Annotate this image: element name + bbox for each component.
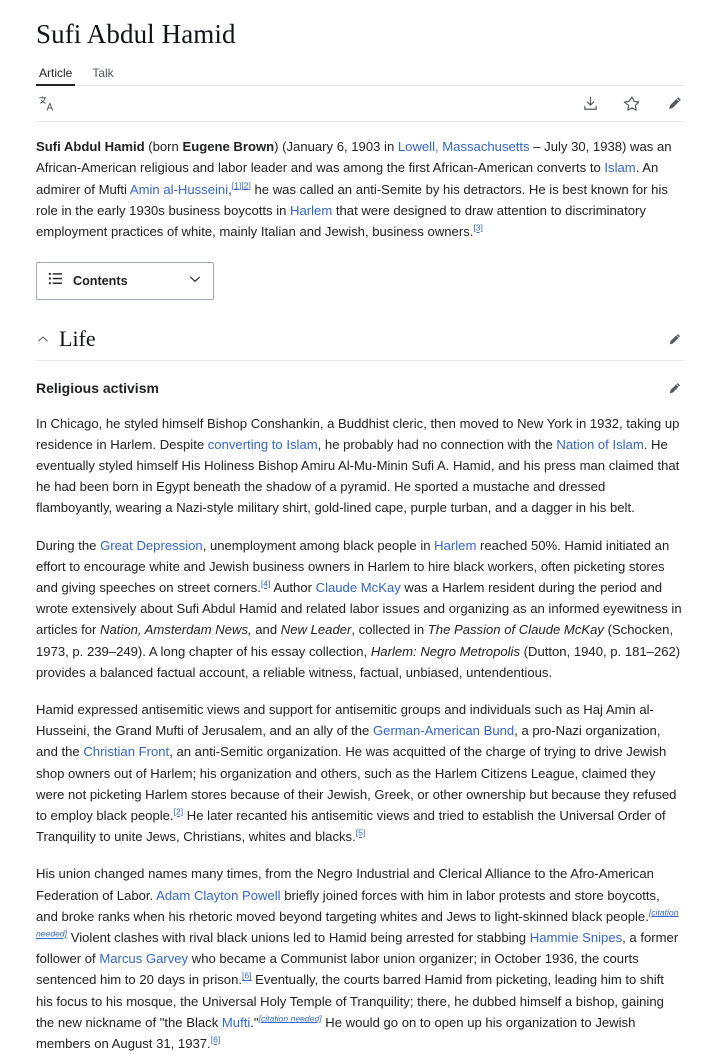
p1-text-3: . He eventually styled himself His Holiness Bishop Amiru Al-Mu-Minin Sufi A. Hamid, and his press man claimed that he had been born in Egypt beneath the shadow of a pyramid. He sported a mustache and dressed flamboyantly, wearing a Nazi-style military shirt, gold-lined cape, purple turban, and a dagger in his belt. (36, 437, 679, 516)
link-lowell-massachusetts[interactable]: Lowell, Massachusetts (398, 139, 530, 154)
p2-text-7: , collected in (351, 622, 427, 637)
paragraph-union (36, 863, 684, 1054)
paragraph-antisemitic-views (36, 699, 684, 847)
reference-5[interactable]: [5] (356, 828, 366, 838)
p4-text-4: , a former follower of (36, 930, 678, 966)
edit-section-religious-activism-pencil-icon[interactable] (664, 379, 684, 399)
lead-text-1: (born (145, 139, 183, 154)
language-icon[interactable] (36, 94, 56, 114)
p2-text-2: , unemployment among black people in (203, 538, 434, 553)
article-toolbar (36, 86, 684, 122)
toolbar-right-group (580, 94, 684, 114)
section-heading-life: Life (59, 326, 96, 352)
italic-nation-amsterdam-news: Nation, Amsterdam News, (100, 622, 252, 637)
contents-label: Contents (73, 274, 178, 288)
p3-text-2: , a pro-Nazi organization, and the (36, 723, 660, 759)
italic-new-leader: New Leader (281, 622, 352, 637)
reference-2b[interactable]: [2] (174, 807, 184, 817)
p2-text-4: Author (270, 580, 315, 595)
p2-text-8: (Schocken, 1973, p. 239–249). A long chapter of his essay collection, (36, 622, 673, 658)
p4-text-7: ." (250, 1015, 258, 1030)
reference-6b[interactable]: [6] (211, 1035, 221, 1045)
subject-name: Sufi Abdul Hamid (36, 139, 145, 154)
star-icon[interactable] (622, 94, 642, 114)
lead-text-7: that were designed to draw attention to discriminatory employment practices of white, mainly Italian and Jewish, business owners. (36, 203, 646, 239)
p4-text-3: Violent clashes with rival black unions led to Hamid being arrested for stabbing (67, 930, 530, 945)
contents-button[interactable] (36, 262, 214, 300)
download-icon[interactable] (580, 94, 600, 114)
p2-text-3: reached 50%. Hamid initiated an effort to encourage white and Jewish business owners in Harlem to hire black workers, often picketing stores and giving speeches on street corners. (36, 538, 669, 595)
link-harlem[interactable]: Harlem (290, 203, 332, 218)
subsection-religious-activism-header (36, 379, 684, 399)
section-life-title-group (36, 326, 96, 352)
link-marcus-garvey[interactable]: Marcus Garvey (99, 951, 188, 966)
link-german-american-bund[interactable]: German-American Bund (373, 723, 514, 738)
p3-text-3: , an anti-Semitic organization. He was acquitted of the charge of trying to drive Jewish shop owners out of Harlem; his organization and others, such as the Harlem Citizens League, claimed they were not picketing Harlem stores because of their Jewish, Greek, or other ownership but because they refused to employ black people. (36, 744, 676, 823)
p4-text-8: He would go on to open up his organization to Jewish members on August 31, 1937. (36, 1015, 635, 1051)
link-harlem-2[interactable]: Harlem (434, 538, 476, 553)
lead-text-2: ) (January 6, 1903 in (274, 139, 398, 154)
lead-text-5: , (228, 182, 232, 197)
reference-6[interactable]: [6] (242, 971, 252, 981)
p4-text-1: His union changed names many times, from the Negro Industrial and Clerical Alliance to the Afro-American Federation of Labor. (36, 866, 654, 902)
link-hammie-snipes[interactable]: Hammie Snipes (530, 930, 622, 945)
reference-3[interactable]: [3] (473, 223, 483, 233)
link-great-depression[interactable]: Great Depression (100, 538, 203, 553)
reference-1[interactable]: [1] (232, 180, 242, 190)
birth-name: Eugene Brown (182, 139, 274, 154)
p2-text-9: (Dutton, 1940, p. 181–262) provides a balanced factual account, a reliable witness, factual, unbiased, untendentious. (36, 644, 680, 680)
p4-text-6: Eventually, the courts barred Hamid from picketing, leading him to shift his focus to his mosque, the Universal Holy Temple of Tranquility; there, he dubbed himself a bishop, gaining the new nickname of "the Black (36, 972, 664, 1029)
p4-text-2: briefly joined forces with him in labor protests and store boycotts, and broke ranks when his rhetoric moved beyond targeting whites and Jews to light-skinned black people. (36, 888, 660, 924)
p2-text-5: was a Harlem resident during the period and wrote extensively about Sufi Abdul Hamid and related labor issues and organizing as an informed eyewitness in articles for (36, 580, 682, 637)
link-islam[interactable]: Islam (604, 160, 635, 175)
p2-text-1: During the (36, 538, 100, 553)
tab-talk[interactable]: Talk (89, 67, 116, 85)
chevron-up-icon[interactable] (36, 332, 50, 346)
section-heading-religious-activism: Religious activism (36, 379, 159, 397)
pencil-icon[interactable] (664, 94, 684, 114)
citation-needed-1[interactable]: [citation needed] (36, 907, 678, 938)
italic-passion-of-claude-mckay: The Passion of Claude McKay (428, 622, 604, 637)
paragraph-chicago (36, 413, 684, 519)
paragraph-great-depression (36, 535, 684, 683)
section-life-header (36, 326, 684, 360)
tab-article[interactable]: Article (36, 67, 75, 85)
italic-harlem-negro-metropolis: Harlem: Negro Metropolis (371, 644, 520, 659)
lead-text-4: . An admirer of Mufti (36, 160, 658, 196)
lead-paragraph (36, 136, 684, 242)
link-converting-to-islam[interactable]: converting to Islam (208, 437, 318, 452)
lead-text-6: he was called an anti-Semite by his detractors. He is best known for his role in the early 1930s business boycotts in (36, 182, 668, 218)
p1-text-2: , he probably had no connection with the (318, 437, 557, 452)
page-title: Sufi Abdul Hamid (36, 0, 684, 58)
lead-text-3: – July 30, 1938) was an African-American religious and labor leader and was among the first African-American converts to (36, 139, 672, 175)
edit-section-life-pencil-icon[interactable] (664, 329, 684, 349)
article-tabs (36, 61, 684, 86)
link-nation-of-islam[interactable]: Nation of Islam (556, 437, 643, 452)
link-christian-front[interactable]: Christian Front (83, 744, 169, 759)
p1-text-1: In Chicago, he styled himself Bishop Conshankin, a Buddhist cleric, then moved to New York in 1932, taking up residence in Harlem. Despite (36, 416, 679, 452)
toolbar-left-group (36, 94, 56, 114)
p4-text-5: who became a Communist labor union organizer; in October 1936, the courts sentenced him to 20 days in prison. (36, 951, 639, 987)
chevron-down-icon (188, 272, 202, 291)
p3-text-4: He later recanted his antisemitic views and tried to establish the Universal Order of Tranquility to unite Jews, Christians, whites and blacks. (36, 808, 666, 844)
p3-text-1: Hamid expressed antisemitic views and support for antisemitic groups and individuals such as Haj Amin al-Husseini, the Grand Mufti of Jerusalem, and an ally of the (36, 702, 654, 738)
p2-text-6: and (252, 622, 281, 637)
link-claude-mckay[interactable]: Claude McKay (316, 580, 401, 595)
section-body (36, 413, 684, 1054)
reference-4[interactable]: [4] (261, 579, 271, 589)
list-icon (48, 271, 63, 291)
link-mufti[interactable]: Mufti (222, 1015, 250, 1030)
reference-2[interactable]: [2] (241, 180, 251, 190)
link-adam-clayton-powell[interactable]: Adam Clayton Powell (156, 888, 280, 903)
citation-needed-2[interactable]: [citation needed] (259, 1013, 322, 1023)
link-amin-al-husseini[interactable]: Amin al-Husseini (130, 182, 228, 197)
